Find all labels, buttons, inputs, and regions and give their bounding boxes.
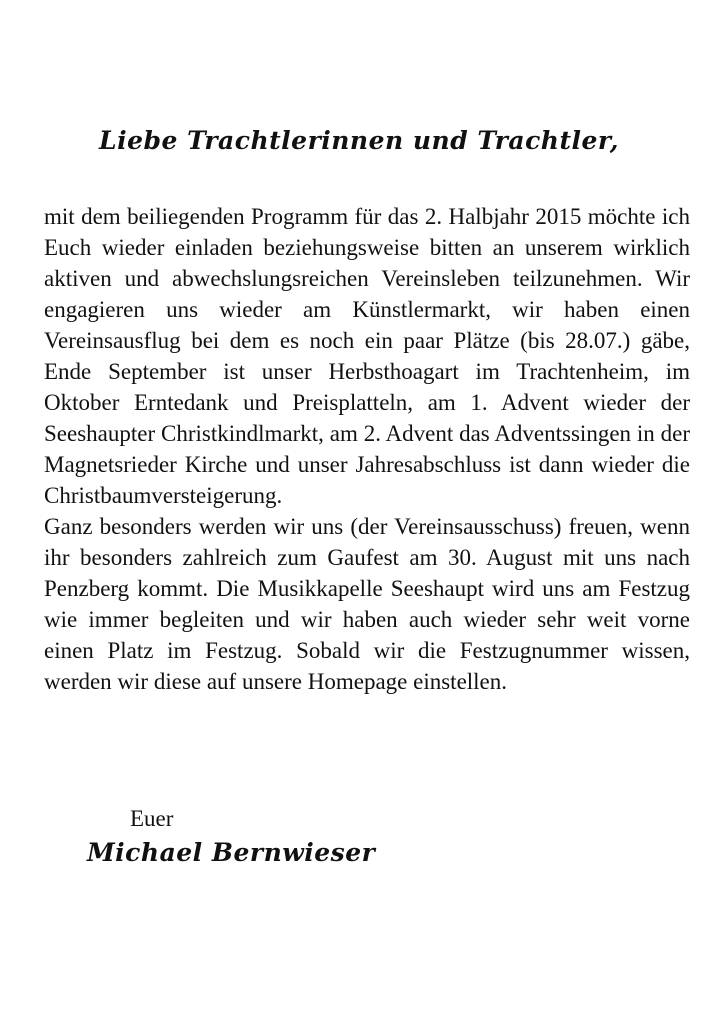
letter-body	[44, 201, 690, 697]
letter-paragraph-2: Ganz besonders werden wir uns (der Vereinsausschuss) freuen, wenn ihr besonders zahlreich zum Gaufest am 30. August mit uns nach Penzberg kommt. Die Musikkapelle Seeshaupt wird uns am Festzug wie immer begleiten und wir haben auch wieder sehr weit vorne einen Platz im Festzug. Sobald wir die Festzugnummer wissen, werden wir diese auf unsere Homepage einstellen.	[44, 514, 690, 694]
letter-closing: Euer	[130, 806, 174, 831]
letter-salutation: Liebe Trachtlerinnen und Trachtler,	[99, 126, 619, 155]
letter-signature: Michael Bernwieser	[87, 838, 376, 867]
letter-paragraph-1: mit dem beiliegenden Programm für das 2. Halbjahr 2015 möchte ich Euch wieder einladen beziehungsweise bitten an unserem wirklich aktiven und abwechslungsreichen Vereinsleben teilzunehmen. Wir engagieren uns wieder am Künstlermarkt, wir haben einen Vereinsausflug bei dem es noch ein paar Plätze (bis 28.07.) gäbe, Ende September ist unser Herbsthoagart im Trachtenheim, im Oktober Erntedank und Preisplatteln, am 1. Advent wieder der Seeshaupter Christkindlmarkt, am 2. Advent das Adventssingen in der Magnetsrieder Kirche und unser Jahresabschluss ist dann wieder die Christbaumversteigerung.	[44, 204, 690, 508]
